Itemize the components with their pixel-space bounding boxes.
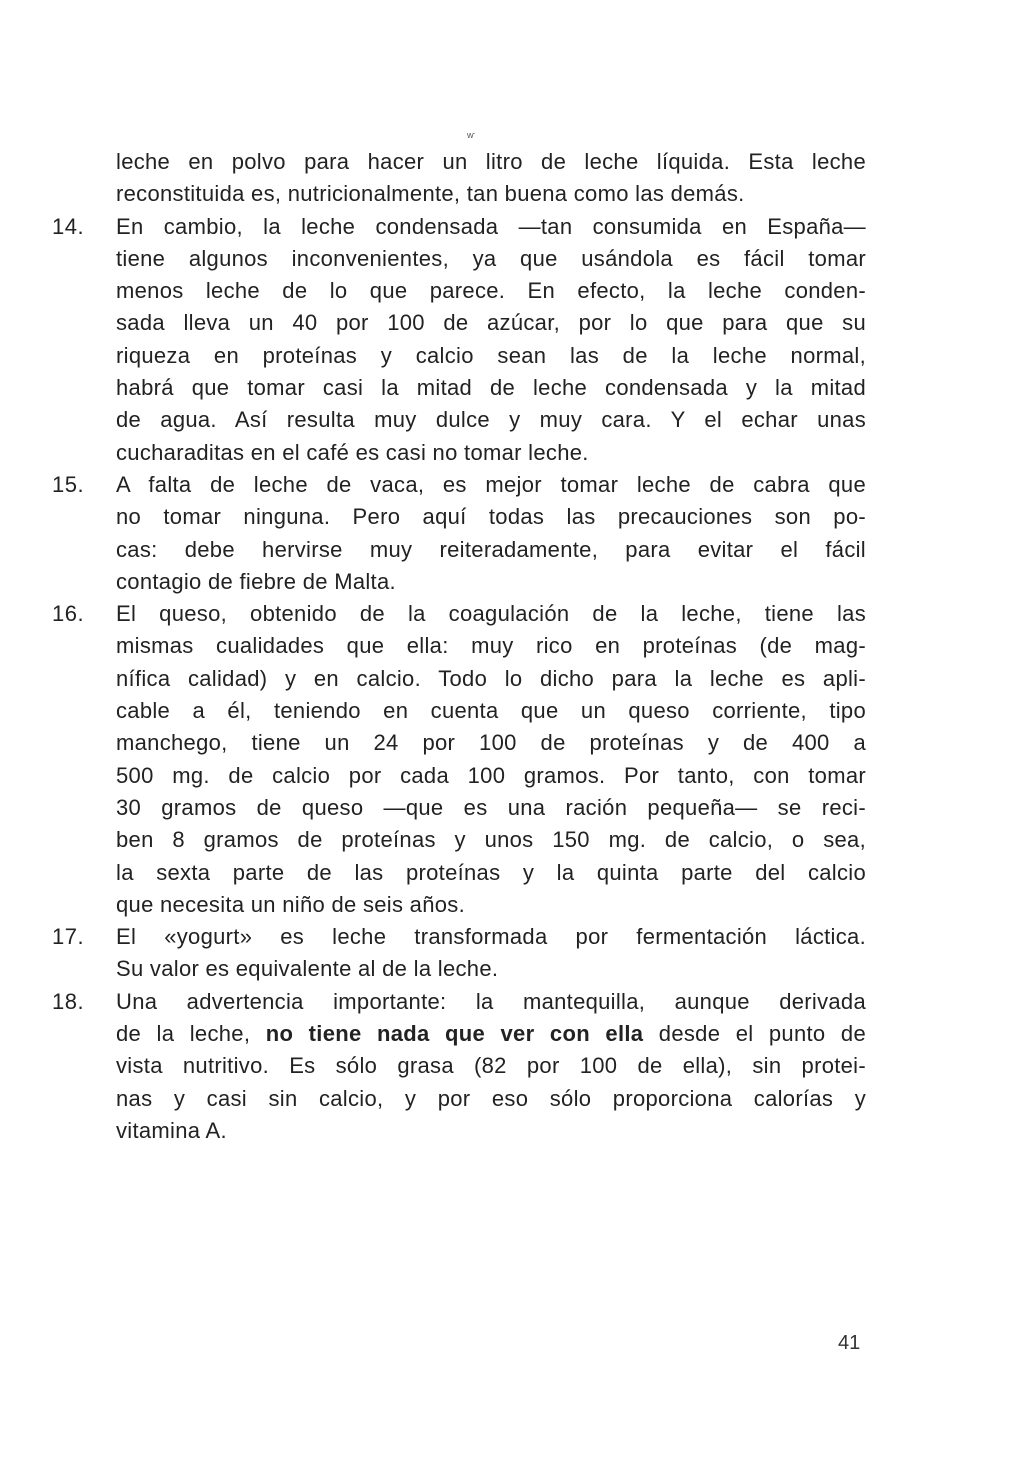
page-number: 41 [838,1332,861,1354]
text-line [0,953,1024,985]
line-text: leche en polvo para hacer un litro de leche líquida. Esta leche [116,149,866,174]
line-text: El queso, obtenido de la coagulación de la leche, tiene las [116,601,866,627]
line-text: cable a él, teniendo en cuenta que un queso corriente, tipo [116,698,866,724]
text-line [0,566,1024,598]
line-text [116,1018,866,1050]
text-line [0,824,1024,856]
text-line [0,469,1024,501]
text-line [0,921,1024,953]
line-text: de agua. Así resulta muy dulce y muy cara. Y el echar unas [116,407,866,433]
line-text: contagio de fiebre de Malta. [116,568,396,594]
line-text: tiene algunos inconvenientes, ya que usándola es fácil tomar [116,245,866,271]
body-text [0,146,1024,1147]
paragraph-number: 15. [52,471,85,497]
text-line [0,630,1024,662]
text-line [0,1083,1024,1115]
text-line [0,178,1024,210]
text-line [0,275,1024,307]
line-text: habrá que tomar casi la mitad de leche condensada y la mitad [116,375,866,401]
line-text: mismas cualidades que ella: muy rico en proteínas (de mag- [116,633,866,659]
paragraph-number: 16. [52,601,85,627]
line-text: la sexta parte de las proteínas y la quinta parte del calcio [116,859,866,885]
text-line [0,792,1024,824]
line-text: En cambio, la leche condensada —tan consumida en España— [116,213,866,239]
line-text: nas y casi sin calcio, y por eso sólo proporciona calorías y [116,1085,866,1111]
text-line [0,760,1024,792]
line-text: cucharaditas en el café es casi no tomar leche. [116,439,589,465]
line-text: El «yogurt» es leche transformada por fermentación láctica. [116,924,866,950]
text-line [0,307,1024,339]
line-text: reconstituida es, nutricionalmente, tan buena como las demás. [116,181,745,207]
text-line [0,663,1024,695]
text-line [0,727,1024,759]
line-text: nífica calidad) y en calcio. Todo lo dicho para la leche es apli- [116,665,866,691]
text-line [0,1115,1024,1147]
line-text: vitamina A. [116,1117,227,1143]
line-text-segment: de la leche, [116,1021,266,1047]
paragraph-number: 14. [52,213,85,239]
text-line [0,146,1024,178]
line-text-segment: desde el punto de [643,1021,866,1047]
line-text: cas: debe hervirse muy reiteradamente, para evitar el fácil [116,536,866,562]
line-text: ben 8 gramos de proteínas y unos 150 mg. de calcio, o sea, [116,827,866,853]
line-text: Su valor es equivalente al de la leche. [116,956,499,982]
line-text: no tomar ninguna. Pero aquí todas las precauciones son po- [116,504,866,530]
text-line [0,695,1024,727]
bold-emphasis: no tiene nada que ver con ella [265,1021,644,1047]
paragraph-number: 18. [52,988,85,1014]
text-line [0,534,1024,566]
text-line [0,404,1024,436]
paragraph-number: 17. [52,924,85,950]
line-text: riqueza en proteínas y calcio sean las de la leche normal, [116,342,866,368]
text-line [0,340,1024,372]
text-line [0,211,1024,243]
text-line [0,1050,1024,1082]
line-text: A falta de leche de vaca, es mejor tomar leche de cabra que [116,471,866,497]
text-line [0,501,1024,533]
text-line [0,372,1024,404]
text-line [0,598,1024,630]
text-line [0,889,1024,921]
line-text: que necesita un niño de seis años. [116,891,465,917]
print-speck: ⱳ [467,130,475,140]
line-text: vista nutritivo. Es sólo grasa (82 por 100 de ella), sin protei- [116,1053,866,1079]
text-line [0,437,1024,469]
text-line [0,857,1024,889]
line-text: menos leche de lo que parece. En efecto, la leche conden- [116,278,866,304]
line-text: sada lleva un 40 por 100 de azúcar, por lo que para que su [116,310,866,336]
text-line [0,1018,1024,1050]
line-text: 500 mg. de calcio por cada 100 gramos. Por tanto, con tomar [116,762,866,788]
text-line [0,986,1024,1018]
line-text: Una advertencia importante: la mantequilla, aunque derivada [116,988,866,1014]
text-line [0,243,1024,275]
line-text: manchego, tiene un 24 por 100 de proteínas y de 400 a [116,730,866,756]
line-text: 30 gramos de queso —que es una ración pequeña— se reci- [116,794,866,820]
